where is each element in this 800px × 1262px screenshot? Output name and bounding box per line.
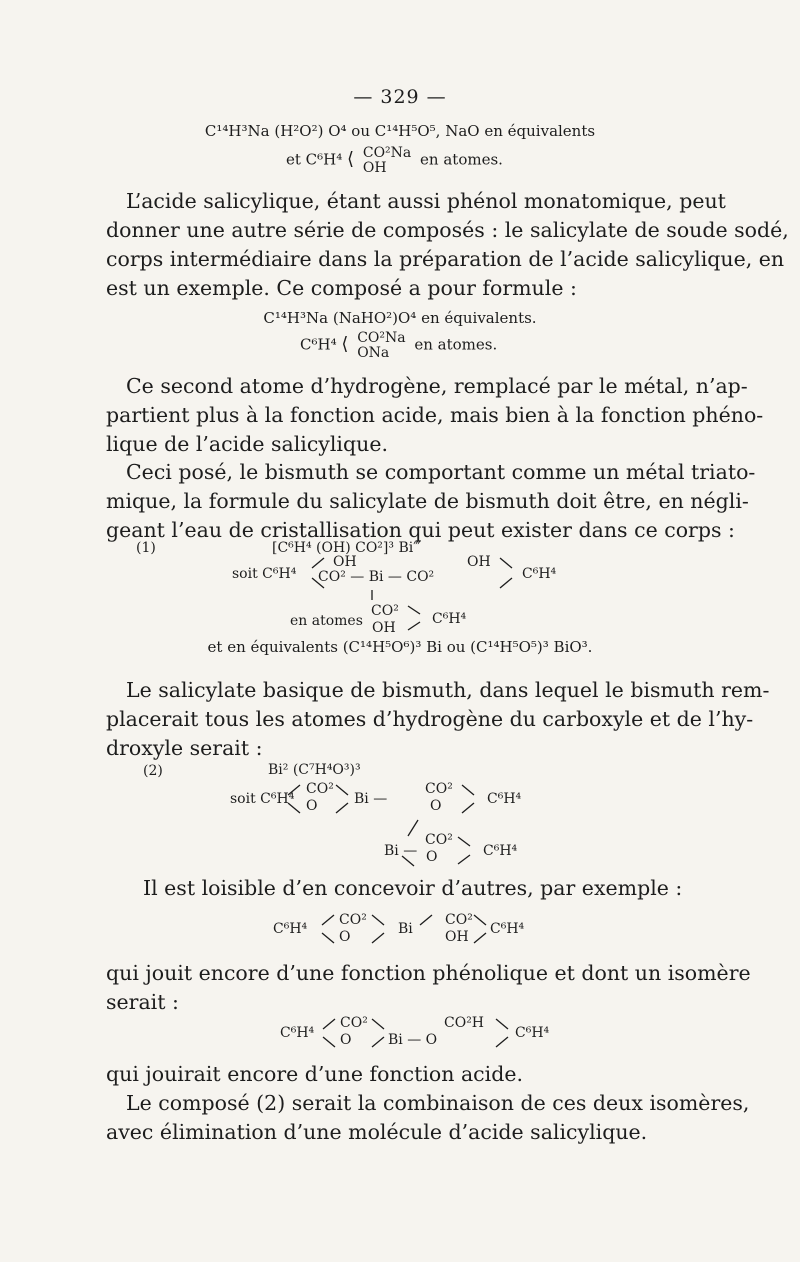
stack-bottom: OH [362, 159, 387, 176]
paragraph-line: avec élimination d’une molécule d’acide salicylique. [106, 1120, 648, 1144]
page-number: — 329 — [353, 86, 447, 108]
bond-line [372, 933, 384, 943]
paragraph-line: L’acide salicylique, étant aussi phénol monatomique, peut [126, 189, 726, 213]
bond-line [474, 933, 486, 943]
formula-bi: Bi [398, 921, 413, 937]
paragraph-line: lique de l’acide salicylique. [106, 432, 388, 456]
bond-line [408, 622, 420, 630]
stack-bottom: ONa [357, 344, 390, 361]
formula-o: O [430, 798, 442, 814]
formula-co2: CO² [306, 781, 334, 797]
formula-c6h4: C⁶H⁴ [273, 921, 308, 937]
formula-sodium-sodium-salicylate-equivalents: C¹⁴H³Na (NaHO²)O⁴ en équivalents. [263, 309, 537, 327]
paragraph-line: Le salicylate basique de bismuth, dans lequel le bismuth rem- [126, 678, 770, 702]
bond-line [458, 837, 470, 846]
formula-soit: soit C⁶H⁴ [232, 566, 297, 582]
formula-co2: CO² [425, 832, 453, 848]
formula-co2: CO² [445, 912, 473, 928]
bond-line [322, 933, 334, 943]
paragraph-line: mique, la formule du salicylate de bismuth doit être, en négli- [106, 489, 749, 513]
formula-c6h4: C⁶H⁴ [515, 1025, 550, 1041]
bond-line [312, 578, 324, 588]
formula-c6h4: C⁶H⁴ [280, 1025, 315, 1041]
bond-line [496, 1037, 508, 1047]
formula-oh: OH [333, 554, 357, 570]
bond-line [288, 803, 300, 813]
paragraph-line: Le composé (2) serait la combinaison de ces deux isomères, [126, 1091, 750, 1115]
paragraph-line: qui jouirait encore d’une fonction acide. [106, 1062, 523, 1086]
paragraph-line: donner une autre série de composés : le salicylate de soude sodé, [106, 218, 789, 242]
bond-line [474, 915, 486, 925]
formula-co2: CO² [371, 603, 399, 619]
formula-o: O [339, 929, 351, 945]
formula-label: en atomes [290, 613, 363, 629]
formula-prefix: et C⁶H⁴ [286, 150, 343, 169]
formula-chain: CO² — Bi — CO² [318, 569, 435, 585]
paragraph-line: est un exemple. Ce composé a pour formule : [106, 276, 577, 300]
bond-line [336, 785, 348, 795]
formula-soit: soit C⁶H⁴ [230, 791, 295, 807]
bond-line [500, 578, 512, 588]
bond-line [408, 820, 418, 836]
formula-c6h4: C⁶H⁴ [487, 791, 522, 807]
formula-suffix: en atomes. [420, 150, 503, 169]
bond-line [312, 558, 324, 568]
formula-oh: OH [445, 929, 469, 945]
paragraph-line: Ceci posé, le bismuth se comportant comme un métal triato- [126, 460, 756, 484]
bond-glyph: ⟨ [341, 333, 349, 355]
bond-line [420, 915, 432, 925]
formula-bi: Bi — [384, 843, 418, 859]
formula-o: O [340, 1032, 352, 1048]
bond-line [402, 856, 414, 866]
formula-bismuth-salicylate: [C⁶H⁴ (OH) CO²]³ Bi‴ [272, 540, 421, 556]
formula-suffix: en atomes. [414, 335, 498, 354]
bond-line [408, 606, 420, 614]
paragraph-line: placerait tous les atomes d’hydrogène du carboxyle et de l’hy- [106, 707, 754, 731]
bond-line [322, 915, 334, 925]
formula-bi-o: Bi — O [388, 1032, 438, 1048]
bond-line [372, 1037, 384, 1047]
formula-bismuth-salicylate-equivalents: et en équivalents (C¹⁴H⁵O⁶)³ Bi ou (C¹⁴H⁵O⁵)³ BiO³. [207, 638, 593, 656]
bond-line [462, 803, 474, 813]
formula-c6h4: C⁶H⁴ [522, 566, 557, 582]
formula-co2: CO² [340, 1015, 368, 1031]
formula-co2: CO² [339, 912, 367, 928]
bond-line [496, 1019, 508, 1029]
formula-c6h4: C⁶H⁴ [483, 843, 518, 859]
formula-prefix: C⁶H⁴ [300, 335, 337, 354]
bond-line [336, 803, 348, 813]
bond-line [323, 1019, 335, 1029]
paragraph-line: Il est loisible d’en concevoir d’autres, par exemple : [143, 876, 683, 900]
stack-top: CO²Na [357, 330, 406, 346]
bond-line [288, 785, 300, 795]
formula-co2h: CO²H [444, 1015, 485, 1031]
bond-line [458, 855, 470, 864]
formula-co2: CO² [425, 781, 453, 797]
bond-line [462, 785, 474, 795]
formula-c6h4: C⁶H⁴ [490, 921, 525, 937]
formula-sodium-salicylate-equivalents: C¹⁴H³Na (H²O²) O⁴ ou C¹⁴H⁵O⁵, NaO en équivalents [204, 122, 596, 140]
bond-line [500, 558, 512, 568]
paragraph-line: droxyle serait : [106, 736, 263, 760]
formula-c6h4: C⁶H⁴ [432, 611, 467, 627]
formula-basic-bismuth-salicylate: Bi² (C⁷H⁴O³)³ [268, 762, 361, 778]
paragraph-line: geant l’eau de cristallisation qui peut exister dans ce corps : [106, 518, 735, 542]
bond-glyph: ⟨ [347, 148, 355, 170]
equation-number: (1) [136, 540, 156, 556]
paragraph-line: partient plus à la fonction acide, mais bien à la fonction phéno- [106, 403, 764, 427]
paragraph-line: qui jouit encore d’une fonction phénolique et dont un isomère [106, 961, 751, 985]
equation-number: (2) [143, 763, 163, 779]
paragraph-line: serait : [106, 990, 179, 1014]
formula-bi: Bi — [354, 791, 388, 807]
stack-top: CO²Na [362, 145, 412, 161]
formula-o: O [306, 798, 318, 814]
bond-line [323, 1037, 335, 1047]
paragraph-line: Ce second atome d’hydrogène, remplacé par le métal, n’ap- [126, 374, 748, 398]
bond-line [372, 915, 384, 925]
bond-line [372, 1019, 384, 1029]
formula-oh: OH [372, 620, 396, 636]
formula-oh: OH [467, 554, 491, 570]
formula-o: O [426, 849, 438, 865]
paragraph-line: corps intermédiaire dans la préparation de l’acide salicylique, en [106, 247, 785, 271]
